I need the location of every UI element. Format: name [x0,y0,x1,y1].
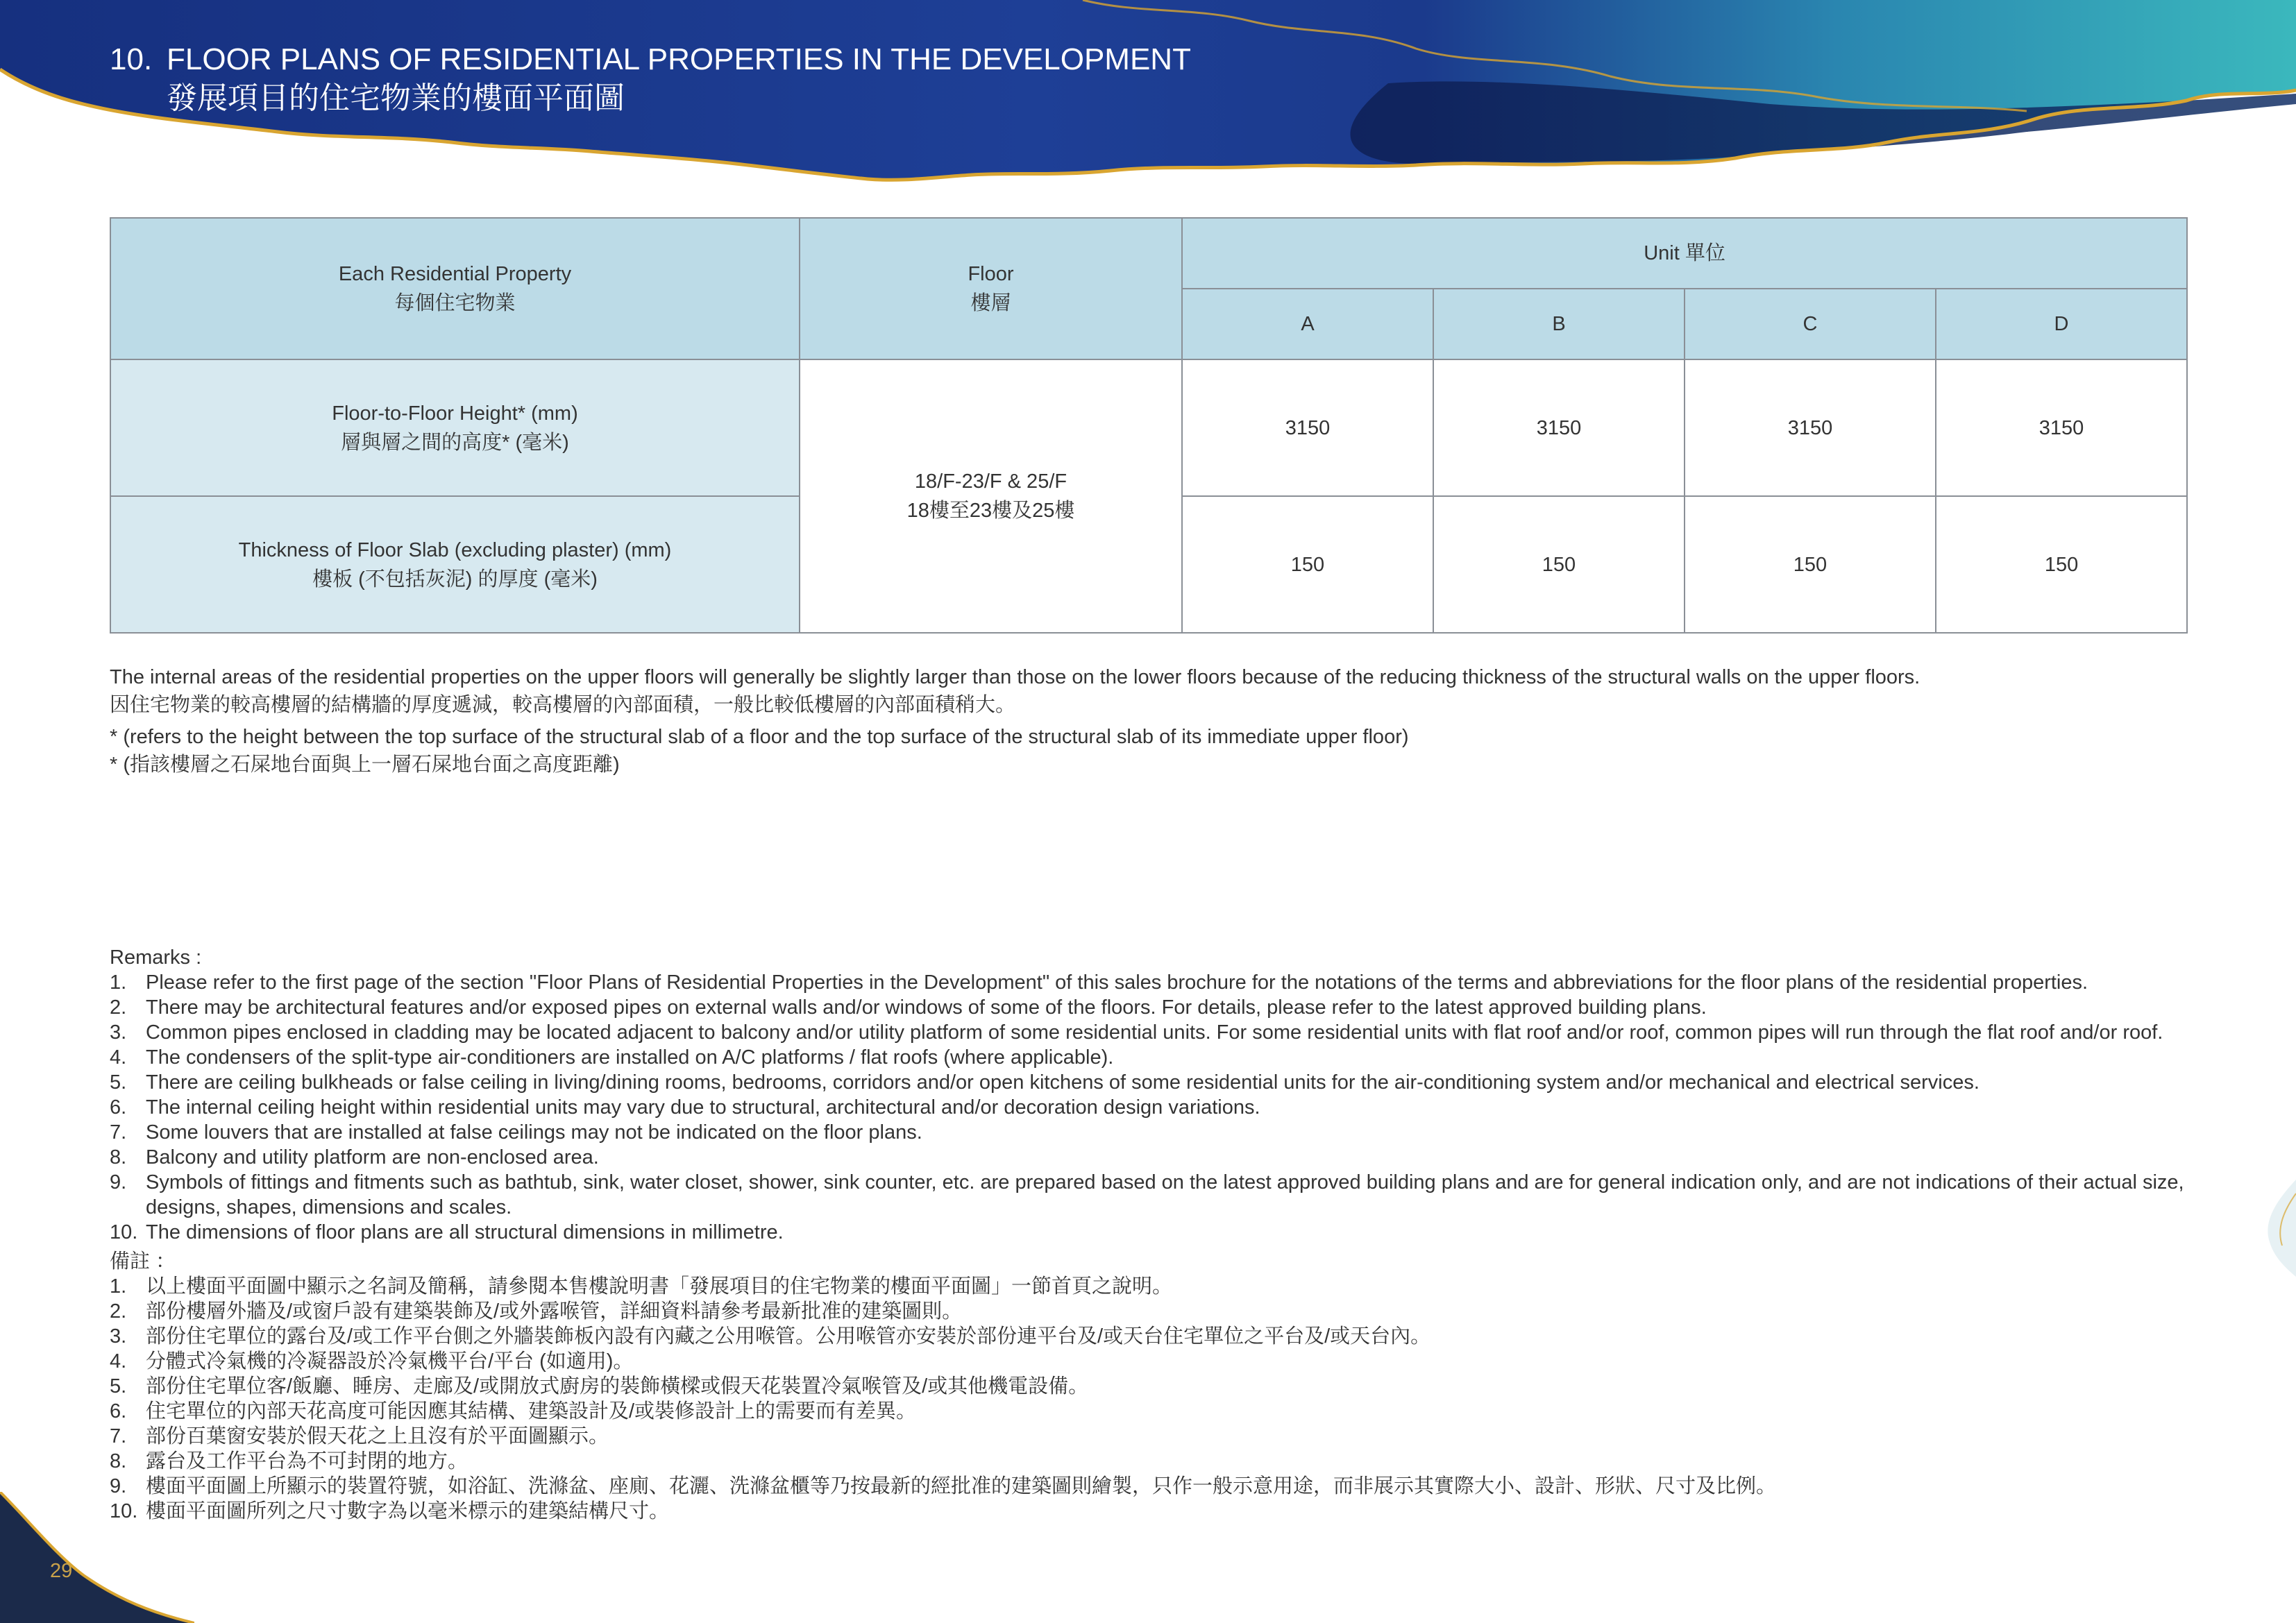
note-asterisk-en: * (refers to the height between the top surface of the structural slab of a floor and the top surface of the structural slab of its immediate upper floor) [110,726,1409,748]
corner-decoration-bottom-left [0,1492,194,1623]
value-cell: 150 [1433,496,1685,633]
list-item-text: 部份住宅單位客/飯廳、睡房、走廊及/或開放式廚房的裝飾橫樑或假天花裝置冷氣喉管及/或其他機電設備。 [146,1375,1089,1397]
section-title-zh: 發展項目的住宅物業的樓面平面圖 [167,81,625,115]
list-item [110,1020,2192,1045]
note-internal-areas-en: The internal areas of the residential properties on the upper floors will generally be slightly larger than those on the lower floors because of the reducing thickness of the structural walls on the upper floors. [110,666,1921,688]
list-item-number: 1. [110,971,127,994]
list-item-text: 分體式冷氣機的冷凝器設於冷氣機平台/平台 (如適用)。 [146,1350,634,1373]
list-item-text: Balcony and utility platform are non-enclosed area. [146,1146,599,1169]
remarks-list-en [110,970,2192,1245]
section-number: 10. [110,42,153,76]
list-item [110,1220,2192,1245]
remarks-section [110,945,2192,1524]
list-item-number: 10. [110,1500,138,1522]
remarks-heading-en: Remarks : [110,946,202,969]
list-item-text: The internal ceiling height within residential units may vary due to structural, architectural and/or decoration design variations. [146,1096,1260,1119]
list-item-text: There may be architectural features and/or exposed pipes on external walls and/or windows of some of the floors. For details, please refer to the latest approved building plans. [146,996,1707,1019]
remarks-list-zh [110,1274,2192,1524]
list-item-text: Symbols of fittings and fitments such as bathtub, sink, water closet, shower, sink counter, etc. are prepared based on the latest approved building plans and are for general indication only, and are not indications of their actual size, designs, shapes, dimensions and scales. [146,1171,2184,1218]
list-item [110,1349,2192,1374]
list-item [110,1374,2192,1399]
header-each-property: Each Residential Property 每個住宅物業 [110,218,800,359]
list-item [110,1274,2192,1299]
list-item-number: 9. [110,1171,127,1193]
list-item-text: The dimensions of floor plans are all structural dimensions in millimetre. [146,1221,784,1243]
list-item-number: 7. [110,1121,127,1144]
list-item-number: 2. [110,1300,127,1323]
list-item [110,1399,2192,1424]
value-cell: 150 [1685,496,1936,633]
list-item-text: 樓面平面圖上所顯示的裝置符號，如浴缸、洗滌盆、座廁、花灑、洗滌盆櫃等乃按最新的經批准的建築圖則繪製，只作一般示意用途，而非展示其實際大小、設計、形狀、尺寸及比例。 [146,1475,1777,1497]
list-item-number: 6. [110,1096,127,1119]
header-unit: Unit 單位 [1182,218,2187,289]
list-item-number: 1. [110,1275,127,1298]
remarks-heading-zh: 備註 ： [110,1250,176,1273]
list-item-text: 部份樓層外牆及/或窗戶設有建築裝飾及/或外露喉管，詳細資料請參考最新批准的建築圖則。 [146,1300,963,1323]
list-item-text: 樓面平面圖所列之尺寸數字為以毫米標示的建築結構尺寸。 [146,1500,670,1522]
table-row [110,359,2187,496]
floor-range-cell: 18/F-23/F & 25/F 18樓至23樓及25樓 [800,359,1182,633]
header-unit-b: B [1433,289,1685,359]
header-unit-c: C [1685,289,1936,359]
list-item [110,1070,2192,1095]
note-asterisk-zh: * (指該樓層之石屎地台面與上一層石屎地台面之高度距離) [110,754,620,776]
header-unit-a: A [1182,289,1433,359]
section-title-en: 10. FLOOR PLANS OF RESIDENTIAL PROPERTIES IN THE DEVELOPMENT [110,40,1191,79]
edge-decoration-right [2207,1180,2296,1277]
list-item-number: 8. [110,1146,127,1169]
list-item [110,1045,2192,1070]
list-item-number: 5. [110,1375,127,1397]
list-item [110,1095,2192,1120]
list-item-number: 9. [110,1475,127,1497]
list-item-number: 3. [110,1325,127,1348]
list-item-number: 10. [110,1221,138,1243]
header-floor: Floor 樓層 [800,218,1182,359]
list-item-number: 6. [110,1400,127,1422]
row-label-slab-thickness: Thickness of Floor Slab (excluding plaster) (mm) 樓板 (不包括灰泥) 的厚度 (毫米) [110,496,800,633]
list-item-text: Some louvers that are installed at false ceilings may not be indicated on the floor plans. [146,1121,922,1144]
value-cell: 150 [1936,496,2187,633]
list-item-number: 3. [110,1021,127,1044]
value-cell: 3150 [1182,359,1433,496]
list-item [110,1474,2192,1499]
list-item [110,1145,2192,1170]
list-item-text: Please refer to the first page of the section "Floor Plans of Residential Properties in the Development" of this sales brochure for the notations of the terms and abbreviations for the floor plans of the residential properties. [146,971,2088,994]
list-item [110,1324,2192,1349]
list-item [110,970,2192,995]
list-item-text: 以上樓面平面圖中顯示之名詞及簡稱，請參閱本售樓說明書「發展項目的住宅物業的樓面平面圖」一節首頁之說明。 [146,1275,1173,1298]
header-unit-d: D [1936,289,2187,359]
list-item-text: Common pipes enclosed in cladding may be located adjacent to balcony and/or utility platform of some residential units. For some residential units with flat roof and/or roof, common pipes will run through the flat roof and/or roof. [146,1021,2163,1044]
list-item [110,1170,2192,1220]
page-header [110,40,1191,118]
page-number: 29 [50,1560,73,1582]
list-item-text: 住宅單位的內部天花高度可能因應其結構、建築設計及/或裝修設計上的需要而有差異。 [146,1400,917,1422]
list-item-number: 8. [110,1450,127,1472]
list-item-number: 5. [110,1071,127,1094]
note-internal-areas-zh: 因住宅物業的較高樓層的結構牆的厚度遞減，較高樓層的內部面積，一般比較低樓層的內部面積稍大。 [110,694,1016,716]
list-item-text: There are ceiling bulkheads or false ceiling in living/dining rooms, bedrooms, corridors and/or open kitchens of some residential units for the air-conditioning system and/or mechanical and electrical services. [146,1071,1980,1094]
list-item-number: 4. [110,1350,127,1373]
list-item [110,1120,2192,1145]
list-item-text: The condensers of the split-type air-conditioners are installed on A/C platforms / flat roofs (where applicable). [146,1046,1114,1069]
list-item-text: 部份住宅單位的露台及/或工作平台側之外牆裝飾板內設有內藏之公用喉管。公用喉管亦安裝於部份連平台及/或天台住宅單位之平台及/或天台內。 [146,1325,1431,1348]
value-cell: 150 [1182,496,1433,633]
value-cell: 3150 [1936,359,2187,496]
list-item [110,1424,2192,1449]
list-item [110,1299,2192,1324]
list-item-number: 2. [110,996,127,1019]
floor-spec-table [110,217,2188,634]
list-item-text: 露台及工作平台為不可封閉的地方。 [146,1450,469,1472]
value-cell: 3150 [1433,359,1685,496]
list-item-number: 4. [110,1046,127,1069]
list-item-text: 部份百葉窗安裝於假天花之上且沒有於平面圖顯示。 [146,1425,609,1447]
row-label-floor-height: Floor-to-Floor Height* (mm) 層與層之間的高度* (毫米) [110,359,800,496]
list-item [110,995,2192,1020]
list-item [110,1449,2192,1474]
table-notes [110,663,2192,779]
value-cell: 3150 [1685,359,1936,496]
list-item [110,1499,2192,1524]
list-item-number: 7. [110,1425,127,1447]
